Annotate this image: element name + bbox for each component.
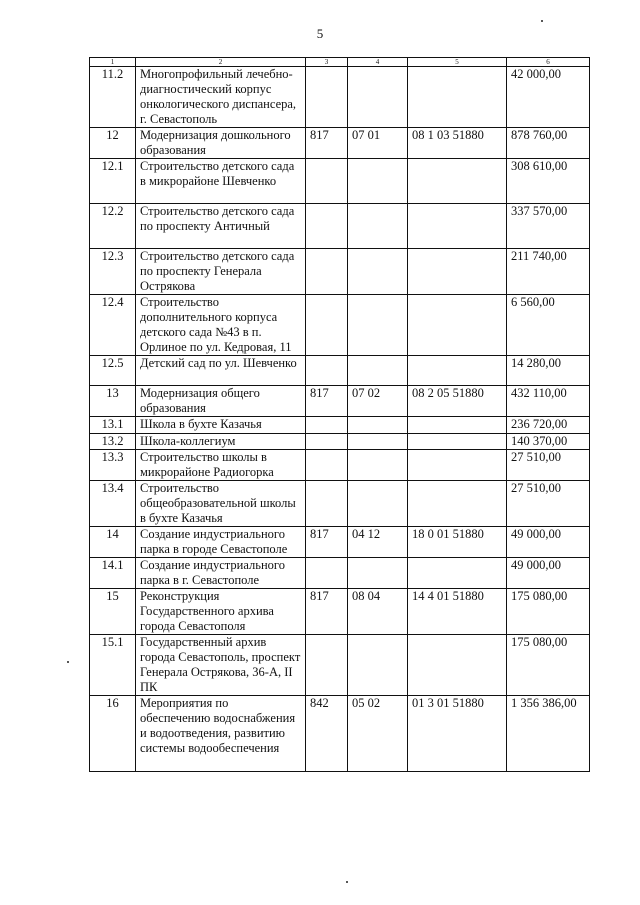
column-header: 4 — [348, 58, 408, 67]
row-admin-code — [306, 450, 348, 481]
row-amount: 337 570,00 — [507, 204, 590, 249]
row-amount: 211 740,00 — [507, 249, 590, 295]
page-number: 5 — [316, 26, 324, 41]
row-name: Школа-коллегиум — [136, 434, 306, 450]
row-number: 16 — [90, 696, 136, 772]
row-name: Строительство детского сада по проспекту Античный — [136, 204, 306, 249]
row-section-code — [348, 417, 408, 434]
table-row — [90, 481, 590, 527]
row-admin-code: 817 — [306, 589, 348, 635]
row-section-code — [348, 450, 408, 481]
row-section-code — [348, 159, 408, 204]
table-row — [90, 295, 590, 356]
row-amount: 1 356 386,00 — [507, 696, 590, 772]
row-section-code — [348, 67, 408, 128]
row-amount: 878 760,00 — [507, 128, 590, 159]
row-section-code: 08 04 — [348, 589, 408, 635]
row-target-code — [408, 558, 507, 589]
row-number: 14.1 — [90, 558, 136, 589]
row-amount: 140 370,00 — [507, 434, 590, 450]
row-number: 12.3 — [90, 249, 136, 295]
row-amount: 49 000,00 — [507, 558, 590, 589]
row-target-code — [408, 159, 507, 204]
row-section-code — [348, 434, 408, 450]
row-name: Реконструкция Государственного архива города Севастополя — [136, 589, 306, 635]
row-section-code — [348, 356, 408, 386]
row-section-code: 07 01 — [348, 128, 408, 159]
row-amount: 14 280,00 — [507, 356, 590, 386]
row-name: Строительство общеобразовательной школы в бухте Казачья — [136, 481, 306, 527]
table-row — [90, 356, 590, 386]
row-name: Строительство школы в микрорайоне Радиогорка — [136, 450, 306, 481]
row-admin-code: 817 — [306, 386, 348, 417]
row-number: 13.1 — [90, 417, 136, 434]
row-number: 14 — [90, 527, 136, 558]
row-admin-code — [306, 204, 348, 249]
row-section-code: 04 12 — [348, 527, 408, 558]
row-target-code — [408, 204, 507, 249]
row-number: 15 — [90, 589, 136, 635]
row-name: Строительство детского сада по проспекту Генерала Острякова — [136, 249, 306, 295]
row-target-code — [408, 635, 507, 696]
row-number: 12.2 — [90, 204, 136, 249]
scan-speck — [346, 881, 348, 883]
column-header: 2 — [136, 58, 306, 67]
scan-speck — [67, 661, 69, 663]
row-admin-code — [306, 481, 348, 527]
row-number: 12 — [90, 128, 136, 159]
budget-table — [89, 57, 590, 772]
row-admin-code — [306, 249, 348, 295]
row-name: Модернизация общего образования — [136, 386, 306, 417]
row-admin-code: 817 — [306, 527, 348, 558]
row-section-code — [348, 295, 408, 356]
row-name: Школа в бухте Казачья — [136, 417, 306, 434]
row-admin-code: 817 — [306, 128, 348, 159]
row-amount: 49 000,00 — [507, 527, 590, 558]
row-amount: 42 000,00 — [507, 67, 590, 128]
row-admin-code — [306, 417, 348, 434]
row-section-code — [348, 249, 408, 295]
row-name: Создание индустриального парка в городе Севастополе — [136, 527, 306, 558]
row-name: Государственный архив города Севастополь, проспект Генерала Острякова, 36-А, II ПК — [136, 635, 306, 696]
table-row — [90, 128, 590, 159]
row-section-code: 07 02 — [348, 386, 408, 417]
row-section-code — [348, 204, 408, 249]
row-name: Детский сад по ул. Шевченко — [136, 356, 306, 386]
row-name: Мероприятия по обеспечению водоснабжения и водоотведения, развитию системы водообеспечения — [136, 696, 306, 772]
row-number: 13 — [90, 386, 136, 417]
row-target-code: 08 1 03 51880 — [408, 128, 507, 159]
table-row — [90, 386, 590, 417]
row-name: Строительство детского сада в микрорайоне Шевченко — [136, 159, 306, 204]
table-row — [90, 635, 590, 696]
row-number: 15.1 — [90, 635, 136, 696]
column-header: 6 — [507, 58, 590, 67]
row-admin-code — [306, 67, 348, 128]
row-target-code: 18 0 01 51880 — [408, 527, 507, 558]
row-target-code — [408, 417, 507, 434]
table-row — [90, 589, 590, 635]
row-admin-code — [306, 295, 348, 356]
row-section-code — [348, 635, 408, 696]
table-row — [90, 204, 590, 249]
table-row — [90, 696, 590, 772]
row-admin-code — [306, 558, 348, 589]
table-row — [90, 417, 590, 434]
row-amount: 6 560,00 — [507, 295, 590, 356]
table-header-row — [90, 58, 590, 67]
row-target-code — [408, 67, 507, 128]
row-amount: 432 110,00 — [507, 386, 590, 417]
row-target-code — [408, 481, 507, 527]
row-number: 13.4 — [90, 481, 136, 527]
scan-speck — [541, 20, 543, 22]
table-row — [90, 450, 590, 481]
table-row — [90, 558, 590, 589]
row-number: 12.1 — [90, 159, 136, 204]
row-target-code — [408, 249, 507, 295]
table-row — [90, 527, 590, 558]
row-target-code: 14 4 01 51880 — [408, 589, 507, 635]
row-target-code — [408, 356, 507, 386]
row-admin-code — [306, 356, 348, 386]
row-amount: 27 510,00 — [507, 450, 590, 481]
row-target-code — [408, 434, 507, 450]
row-name: Многопрофильный лечебно-диагностический корпус онкологического диспансера, г. Севастополь — [136, 67, 306, 128]
row-number: 13.2 — [90, 434, 136, 450]
table-row — [90, 434, 590, 450]
row-admin-code: 842 — [306, 696, 348, 772]
column-header: 3 — [306, 58, 348, 67]
row-amount: 175 080,00 — [507, 635, 590, 696]
row-amount: 308 610,00 — [507, 159, 590, 204]
row-section-code — [348, 481, 408, 527]
row-number: 13.3 — [90, 450, 136, 481]
row-amount: 27 510,00 — [507, 481, 590, 527]
row-amount: 236 720,00 — [507, 417, 590, 434]
column-header: 1 — [90, 58, 136, 67]
row-section-code: 05 02 — [348, 696, 408, 772]
row-amount: 175 080,00 — [507, 589, 590, 635]
row-target-code — [408, 450, 507, 481]
row-target-code — [408, 295, 507, 356]
table-row — [90, 249, 590, 295]
row-name: Создание индустриального парка в г. Севастополе — [136, 558, 306, 589]
table-row — [90, 159, 590, 204]
row-number: 12.4 — [90, 295, 136, 356]
row-section-code — [348, 558, 408, 589]
row-target-code: 01 3 01 51880 — [408, 696, 507, 772]
table-row — [90, 67, 590, 128]
row-name: Строительство дополнительного корпуса детского сада №43 в п. Орлиное по ул. Кедровая, 11 — [136, 295, 306, 356]
table-body — [90, 67, 590, 772]
column-header: 5 — [408, 58, 507, 67]
row-number: 11.2 — [90, 67, 136, 128]
row-admin-code — [306, 159, 348, 204]
row-name: Модернизация дошкольного образования — [136, 128, 306, 159]
row-number: 12.5 — [90, 356, 136, 386]
row-admin-code — [306, 635, 348, 696]
row-admin-code — [306, 434, 348, 450]
row-target-code: 08 2 05 51880 — [408, 386, 507, 417]
